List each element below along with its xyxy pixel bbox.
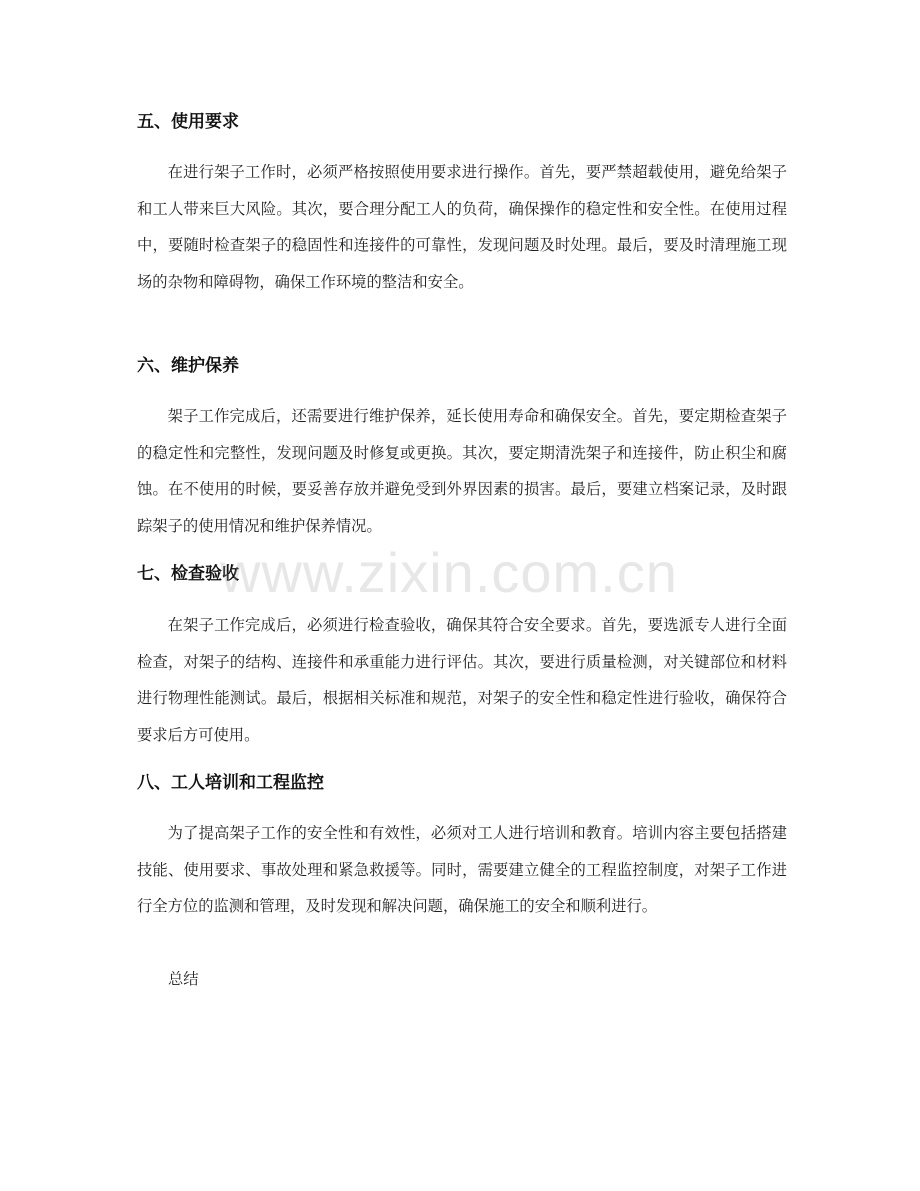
section-heading-usage-requirements: 五、使用要求 [137, 112, 239, 132]
summary-label: 总结 [168, 970, 199, 988]
section-paragraph-maintenance: 架子工作完成后，还需要进行维护保养，延长使用寿命和确保安全。首先，要定期检查架子的稳定性和完整性，发现问题及时修复或更换。其次，要定期清洗架子和连接件，防止积尘和腐蚀。在不使用的时候，要妥善存放并避免受到外界因素的损害。最后，要建立档案记录，及时跟踪架子的使用情况和维护保养情况。 [137, 407, 787, 535]
section-heading-inspection-acceptance: 七、检查验收 [137, 564, 239, 584]
watermark: www.zixin.com.cn [220, 541, 678, 604]
section-paragraph-worker-training-monitoring: 为了提高架子工作的安全性和有效性，必须对工人进行培训和教育。培训内容主要包括搭建技能、使用要求、事故处理和紧急救援等。同时，需要建立健全的工程监控制度，对架子工作进行全方位的监测和管理，及时发现和解决问题，确保施工的安全和顺利进行。 [137, 824, 787, 915]
section-paragraph-usage-requirements: 在进行架子工作时，必须严格按照使用要求进行操作。首先，要严禁超载使用，避免给架子和工人带来巨大风险。其次，要合理分配工人的负荷，确保操作的稳定性和安全性。在使用过程中，要随时检查架子的稳固性和连接件的可靠性，发现问题及时处理。最后，要及时清理施工现场的杂物和障碍物，确保工作环境的整洁和安全。 [137, 163, 787, 291]
section-heading-worker-training-monitoring: 八、工人培训和工程监控 [137, 773, 324, 793]
section-paragraph-inspection-acceptance: 在架子工作完成后，必须进行检查验收，确保其符合安全要求。首先，要选派专人进行全面检查，对架子的结构、连接件和承重能力进行评估。其次，要进行质量检测，对关键部位和材料进行物理性能测试。最后，根据相关标准和规范，对架子的安全性和稳定性进行验收，确保符合要求后方可使用。 [137, 616, 787, 744]
section-heading-maintenance: 六、维护保养 [137, 356, 239, 376]
